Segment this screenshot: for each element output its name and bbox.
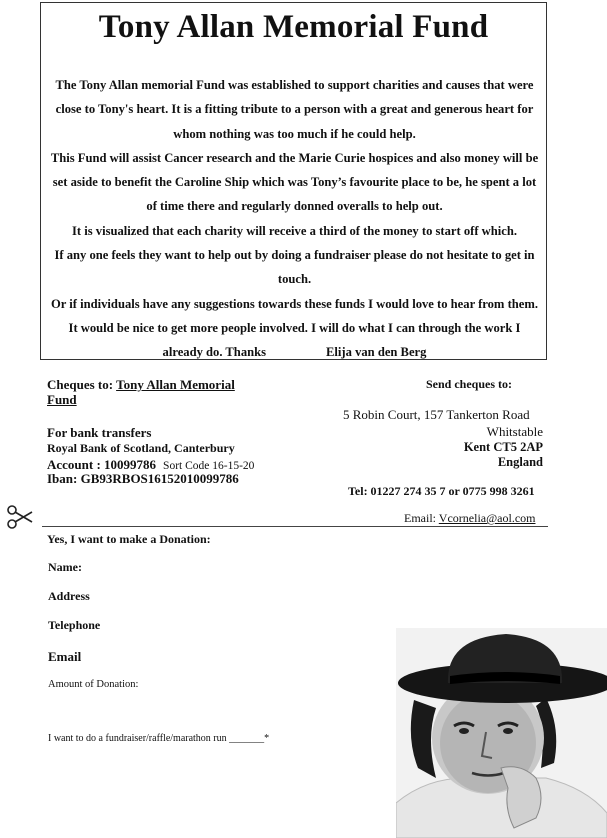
intro-paragraph-4: If any one feels they want to help out by doing a fundraiser please do not hesitate to get in touch. (54, 248, 535, 287)
portrait-photo (396, 628, 607, 838)
address-line-1: 5 Robin Court, 157 Tankerton Road (343, 407, 530, 422)
telephone-label: Telephone (48, 618, 101, 632)
email-label: Email: (404, 511, 436, 525)
address-heading: Send cheques to: (426, 377, 513, 391)
cheques-label: Cheques to: (47, 377, 114, 392)
intro-paragraph-3: It is visualized that each charity will receive a third of the money to start off which. (71, 223, 518, 238)
fundraiser-label: I want to do a fundraiser/raffle/marathon run (48, 733, 227, 744)
intro-paragraph-1: The Tony Allan memorial Fund was established to support charities and causes that were close to Tony's heart. It is a fitting tribute to a person with a great and generous heart for whom nothing was too much if he could help. (55, 78, 534, 141)
telephone-numbers: Tel: 01227 274 35 7 or 0775 998 3261 (348, 484, 535, 498)
email-address[interactable]: Vcornelia@aol.com (438, 511, 536, 525)
email-form-label: Email (48, 649, 82, 664)
bank-name: Royal Bank of Scotland, Canterbury (47, 441, 235, 455)
intro-paragraph-2: This Fund will assist Cancer research and the Marie Curie hospices and also money will be set aside to benefit the Caroline Ship which was Tony’s favourite place to be, he spent a lot of time there and regularly donned overalls to help out. (50, 150, 539, 214)
intro-paragraph-5 (47, 292, 542, 365)
donation-heading: Yes, I want to make a Donation: (47, 532, 211, 546)
page-title: Tony Allan Memorial Fund (98, 9, 489, 45)
address-line-2: Whitstable (486, 424, 543, 439)
signature: Elija van den Berg (326, 345, 427, 360)
intro-closing-text: Or if individuals have any suggestions towards these funds I would love to hear from them. It would be nice to get more people involved. I will do what I can through the work I already do. Thanks (50, 296, 538, 360)
scissors-icon (6, 505, 34, 531)
intro-box (40, 2, 547, 360)
cheques-payee: Tony Allan Memorial (116, 377, 235, 392)
cheques-payee-continued: Fund (47, 392, 77, 407)
name-label: Name: (48, 560, 82, 574)
intro-text (47, 73, 542, 365)
amount-label: Amount of Donation: (48, 679, 139, 690)
email-line (404, 511, 535, 526)
iban: Iban: GB93RBOS16152010099786 (47, 471, 239, 486)
fundraiser-line (48, 733, 269, 744)
cut-line (42, 526, 548, 527)
bank-heading: For bank transfers (47, 425, 152, 440)
address-label: Address (48, 589, 90, 603)
sort-code: Sort Code 16-15-20 (163, 460, 255, 472)
account-number: Account : 10099786 (47, 457, 157, 472)
address-line-4: England (497, 455, 543, 469)
fundraiser-blank: _______* (229, 733, 270, 744)
cheques-to (47, 377, 235, 393)
address-line-3: Kent CT5 2AP (463, 440, 543, 454)
portrait-illustration (396, 628, 607, 838)
